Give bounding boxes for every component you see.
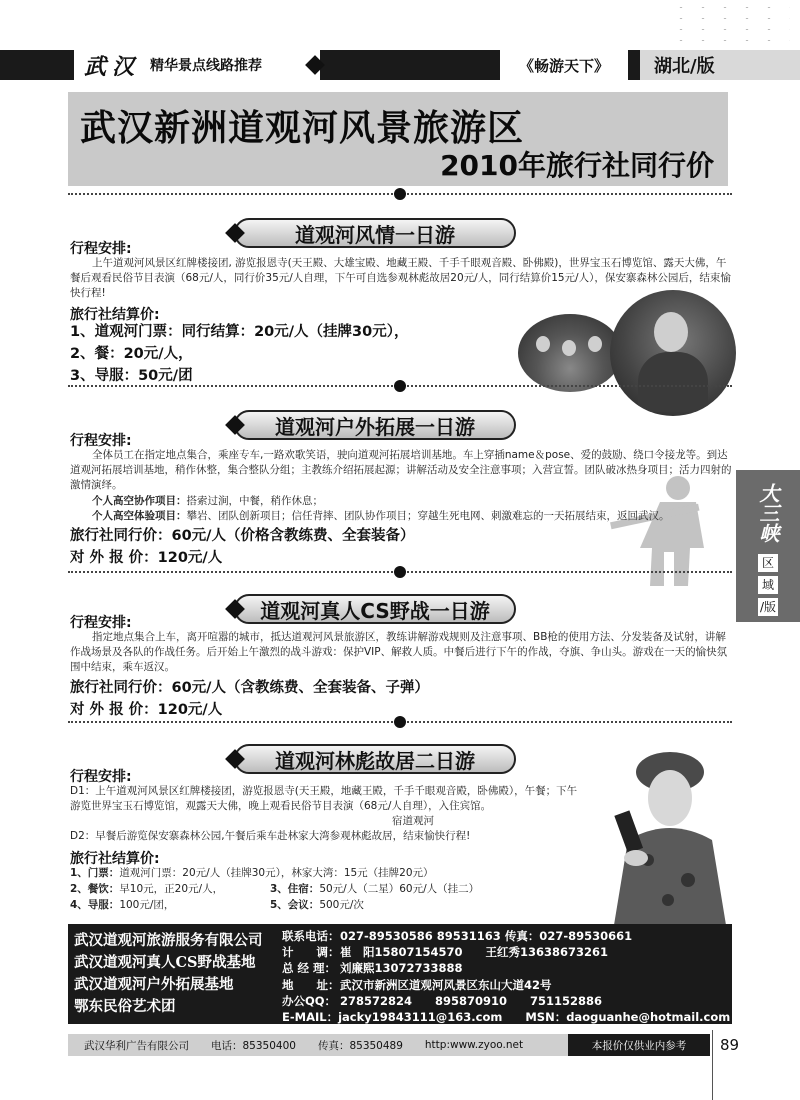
title-block [68, 92, 728, 186]
price-item [270, 898, 570, 913]
contact-key: 总 经 理： [282, 961, 337, 976]
side-tag-brand: 大三峡 [756, 483, 780, 543]
itinerary-label: 行程安排: [70, 433, 132, 449]
contact-row [282, 1009, 731, 1025]
price-item [70, 866, 600, 881]
section-divider [68, 188, 732, 200]
page-header [0, 50, 800, 80]
price-value: 500元/次 [319, 899, 364, 911]
diamond-icon [305, 55, 325, 75]
contact-value: 刘廉熙13072733888 [340, 961, 463, 976]
contact-key: 办公QQ： [282, 993, 337, 1008]
section-heading-text: 道观河户外拓展一日游 [275, 414, 475, 439]
price-item [70, 898, 270, 913]
price-value: 早10元，正20元/人， [119, 883, 224, 895]
footer-divider [712, 1030, 713, 1100]
edition-label: 湖北/版 [640, 50, 800, 80]
itinerary-text: 全体员工在指定地点集合，乘座专车,一路欢歌笑语，驶向道观河拓展培训基地。车上穿插name＆pose、爱的鼓励、绕口令接龙等。到达道观河拓展培训基地，稍作休整，集合整队分组；主教练介绍拓展起源；讲解活动及安全注意事项；入营宣誓。团队破冰热身项目；活力四射的激情演绎。 [70, 449, 732, 491]
section-heading-1 [234, 218, 516, 248]
diamond-icon [225, 415, 245, 435]
price-item [70, 882, 270, 897]
price-value: 100元/团， [119, 899, 175, 911]
footer-url[interactable]: http:www.zyoo.net [424, 1039, 524, 1051]
org-list [74, 930, 263, 1018]
header-left-panel [80, 50, 320, 80]
org-name: 鄂东民俗艺术团 [74, 998, 176, 1015]
footer-note: 本报价仅供业内参考 [568, 1034, 710, 1056]
peer-price: 旅行社同行价：60元/人（含教练费、全套装备、子弹） [70, 680, 429, 696]
footer-phone: 电话：85350400 [211, 1039, 296, 1052]
soldier-photo [610, 290, 736, 416]
day1-itinerary [70, 784, 580, 814]
itinerary-label: 行程安排: [70, 241, 132, 257]
contact-value: jacky19843111@163.com MSN：daoguanhe@hotmail.com [338, 1010, 731, 1025]
section-divider [68, 566, 732, 578]
side-tag-char: /版 [759, 600, 777, 614]
itinerary-text: 上午道观河风景区红牌楼接团, 游览报恩寺(天王殿、大雄宝殿、地藏王殿、千手千眼观音殿、卧佛殿)，世界宝玉石博览馆、露天大佛，午餐后观看民俗节目表演（68元/人，同行价35元/人自理，下午可自选参观林彪故居20元/人，同行结算价15元/人），保安寨森林公园后，结束愉快行程! [70, 257, 731, 299]
contact-info [282, 928, 731, 1025]
magazine-name: 《畅游天下》 [500, 50, 628, 80]
side-tag-char: 区 [758, 554, 778, 572]
contact-row [282, 960, 726, 976]
org-name: 武汉道观河旅游服务有限公司 [74, 932, 263, 949]
diamond-icon [225, 749, 245, 769]
section-heading-text: 道观河林彪故居二日游 [275, 748, 475, 773]
section-heading-2 [234, 410, 516, 440]
price-key: 5、会议： [270, 899, 320, 911]
activity-value: 搭索过涧，中餐，稍作休息； [186, 495, 323, 507]
org-name: 武汉道观河户外拓展基地 [74, 976, 234, 993]
price-line: 1、道观河门票：同行结算：20元/人（挂牌30元）， [70, 324, 409, 340]
peer-price: 旅行社同行价：60元/人（价格含教练费、全套装备） [70, 528, 415, 544]
itinerary-label: 行程安排: [70, 769, 132, 785]
contact-row [282, 977, 726, 993]
page-number: 89 [720, 1036, 740, 1054]
section-divider [68, 380, 732, 392]
contact-row [282, 993, 726, 1009]
price-key: 1、门票： [70, 867, 120, 879]
day2-itinerary [70, 829, 590, 844]
price-key: 2、餐饮： [70, 883, 120, 895]
contact-value: 崔 阳15807154570 王红秀13638673261 [340, 945, 609, 960]
header-brand: 武汉 [84, 53, 141, 80]
region-side-tag [736, 470, 800, 622]
page-title: 武汉新洲道观河风景旅游区 [80, 108, 525, 149]
activity-key: 个人高空协作项目： [92, 495, 187, 507]
day1-stay: 宿道观河 [392, 815, 434, 827]
contact-value: 027-89530586 89531163 传真：027-89530661 [340, 929, 633, 943]
section-divider [68, 716, 732, 728]
contact-value: 武汉市新洲区道观河风景区东山大道42号 [340, 977, 552, 992]
contact-key: 地 址： [282, 977, 340, 992]
section-heading-4 [234, 744, 516, 774]
itinerary-label: 行程安排: [70, 615, 132, 631]
page-subtitle: 2010年旅行社同行价 [440, 149, 714, 182]
section-heading-text: 道观河风情一日游 [295, 222, 455, 247]
woman-with-gun-photo [598, 750, 738, 925]
price-key: 4、导服： [70, 899, 120, 911]
price-line: 3、导服：50元/团 [70, 368, 193, 384]
price-line: 2、餐：20元/人， [70, 346, 193, 362]
price-value: 50元/人（二星）60元/人（挂二） [319, 883, 480, 895]
section-heading-3 [234, 594, 516, 624]
section-heading-text: 道观河真人CS野战一日游 [260, 598, 490, 623]
price-item [270, 882, 570, 897]
dot-pattern [670, 2, 790, 46]
contact-value: 278572824 895870910 751152886 [340, 993, 603, 1008]
day-label: D2： [70, 830, 96, 842]
contact-key: 联系电话： [282, 929, 340, 943]
contact-block [68, 924, 732, 1024]
contact-key: E-MAIL： [282, 1010, 339, 1025]
contact-row [282, 944, 726, 960]
day-text: 早餐后游览保安寨森林公园,午餐后乘车赴林家大湾参观林彪故居，结束愉快行程! [95, 830, 471, 842]
day-label: D1： [70, 785, 96, 797]
itinerary-text: 指定地点集合上车，离开喧嚣的城市，抵达道观河风景旅游区，教练讲解游戏规则及注意事项、BB枪的使用方法、分发装备及试射，讲解作战场景及各队的作战任务。后开始上午激烈的战斗游戏：保护VIP、解救人质。中餐后进行下午的作战，夺旗、争山头。游戏在一天的愉快氛围中结束，乘车返汉。 [70, 631, 728, 673]
public-price: 对 外 报 价：120元/人 [70, 702, 223, 718]
footer-company: 武汉华利广告有限公司 [84, 1039, 189, 1052]
org-name: 武汉道观河真人CS野战基地 [74, 954, 256, 971]
price-label: 旅行社结算价: [70, 307, 160, 323]
price-key: 3、住宿： [270, 883, 320, 895]
side-tag-char: 域 [758, 576, 778, 594]
contact-key: 计 调： [282, 945, 340, 960]
public-price: 对 外 报 价：120元/人 [70, 550, 223, 566]
diamond-icon [225, 599, 245, 619]
activity-value: 攀岩、团队创新项目；信任背摔、团队协作项目；穿越生死电网、刺激难忘的一天拓展结束，返回武汉。 [186, 510, 670, 522]
price-label: 旅行社结算价: [70, 851, 160, 867]
footer-bar [68, 1034, 568, 1056]
price-value: 道观河门票：20元/人（挂牌30元），林家大湾：15元（挂牌20元） [119, 867, 434, 879]
activity-key: 个人高空体验项目： [92, 510, 187, 522]
footer-fax: 传真：85350489 [317, 1039, 403, 1052]
contact-row [282, 928, 726, 944]
header-subtitle: 精华景点线路推荐 [150, 58, 263, 74]
diamond-icon [225, 223, 245, 243]
day-text: 上午道观河风景区红牌楼接团，游览报恩寺(天王殿，地藏王殿，千手千眼观音殿，卧佛殿），午餐；下午游览世界宝玉石博览馆，观露天大佛，晚上观看民俗节目表演（68元/人自理），入住宾馆。 [70, 785, 578, 812]
